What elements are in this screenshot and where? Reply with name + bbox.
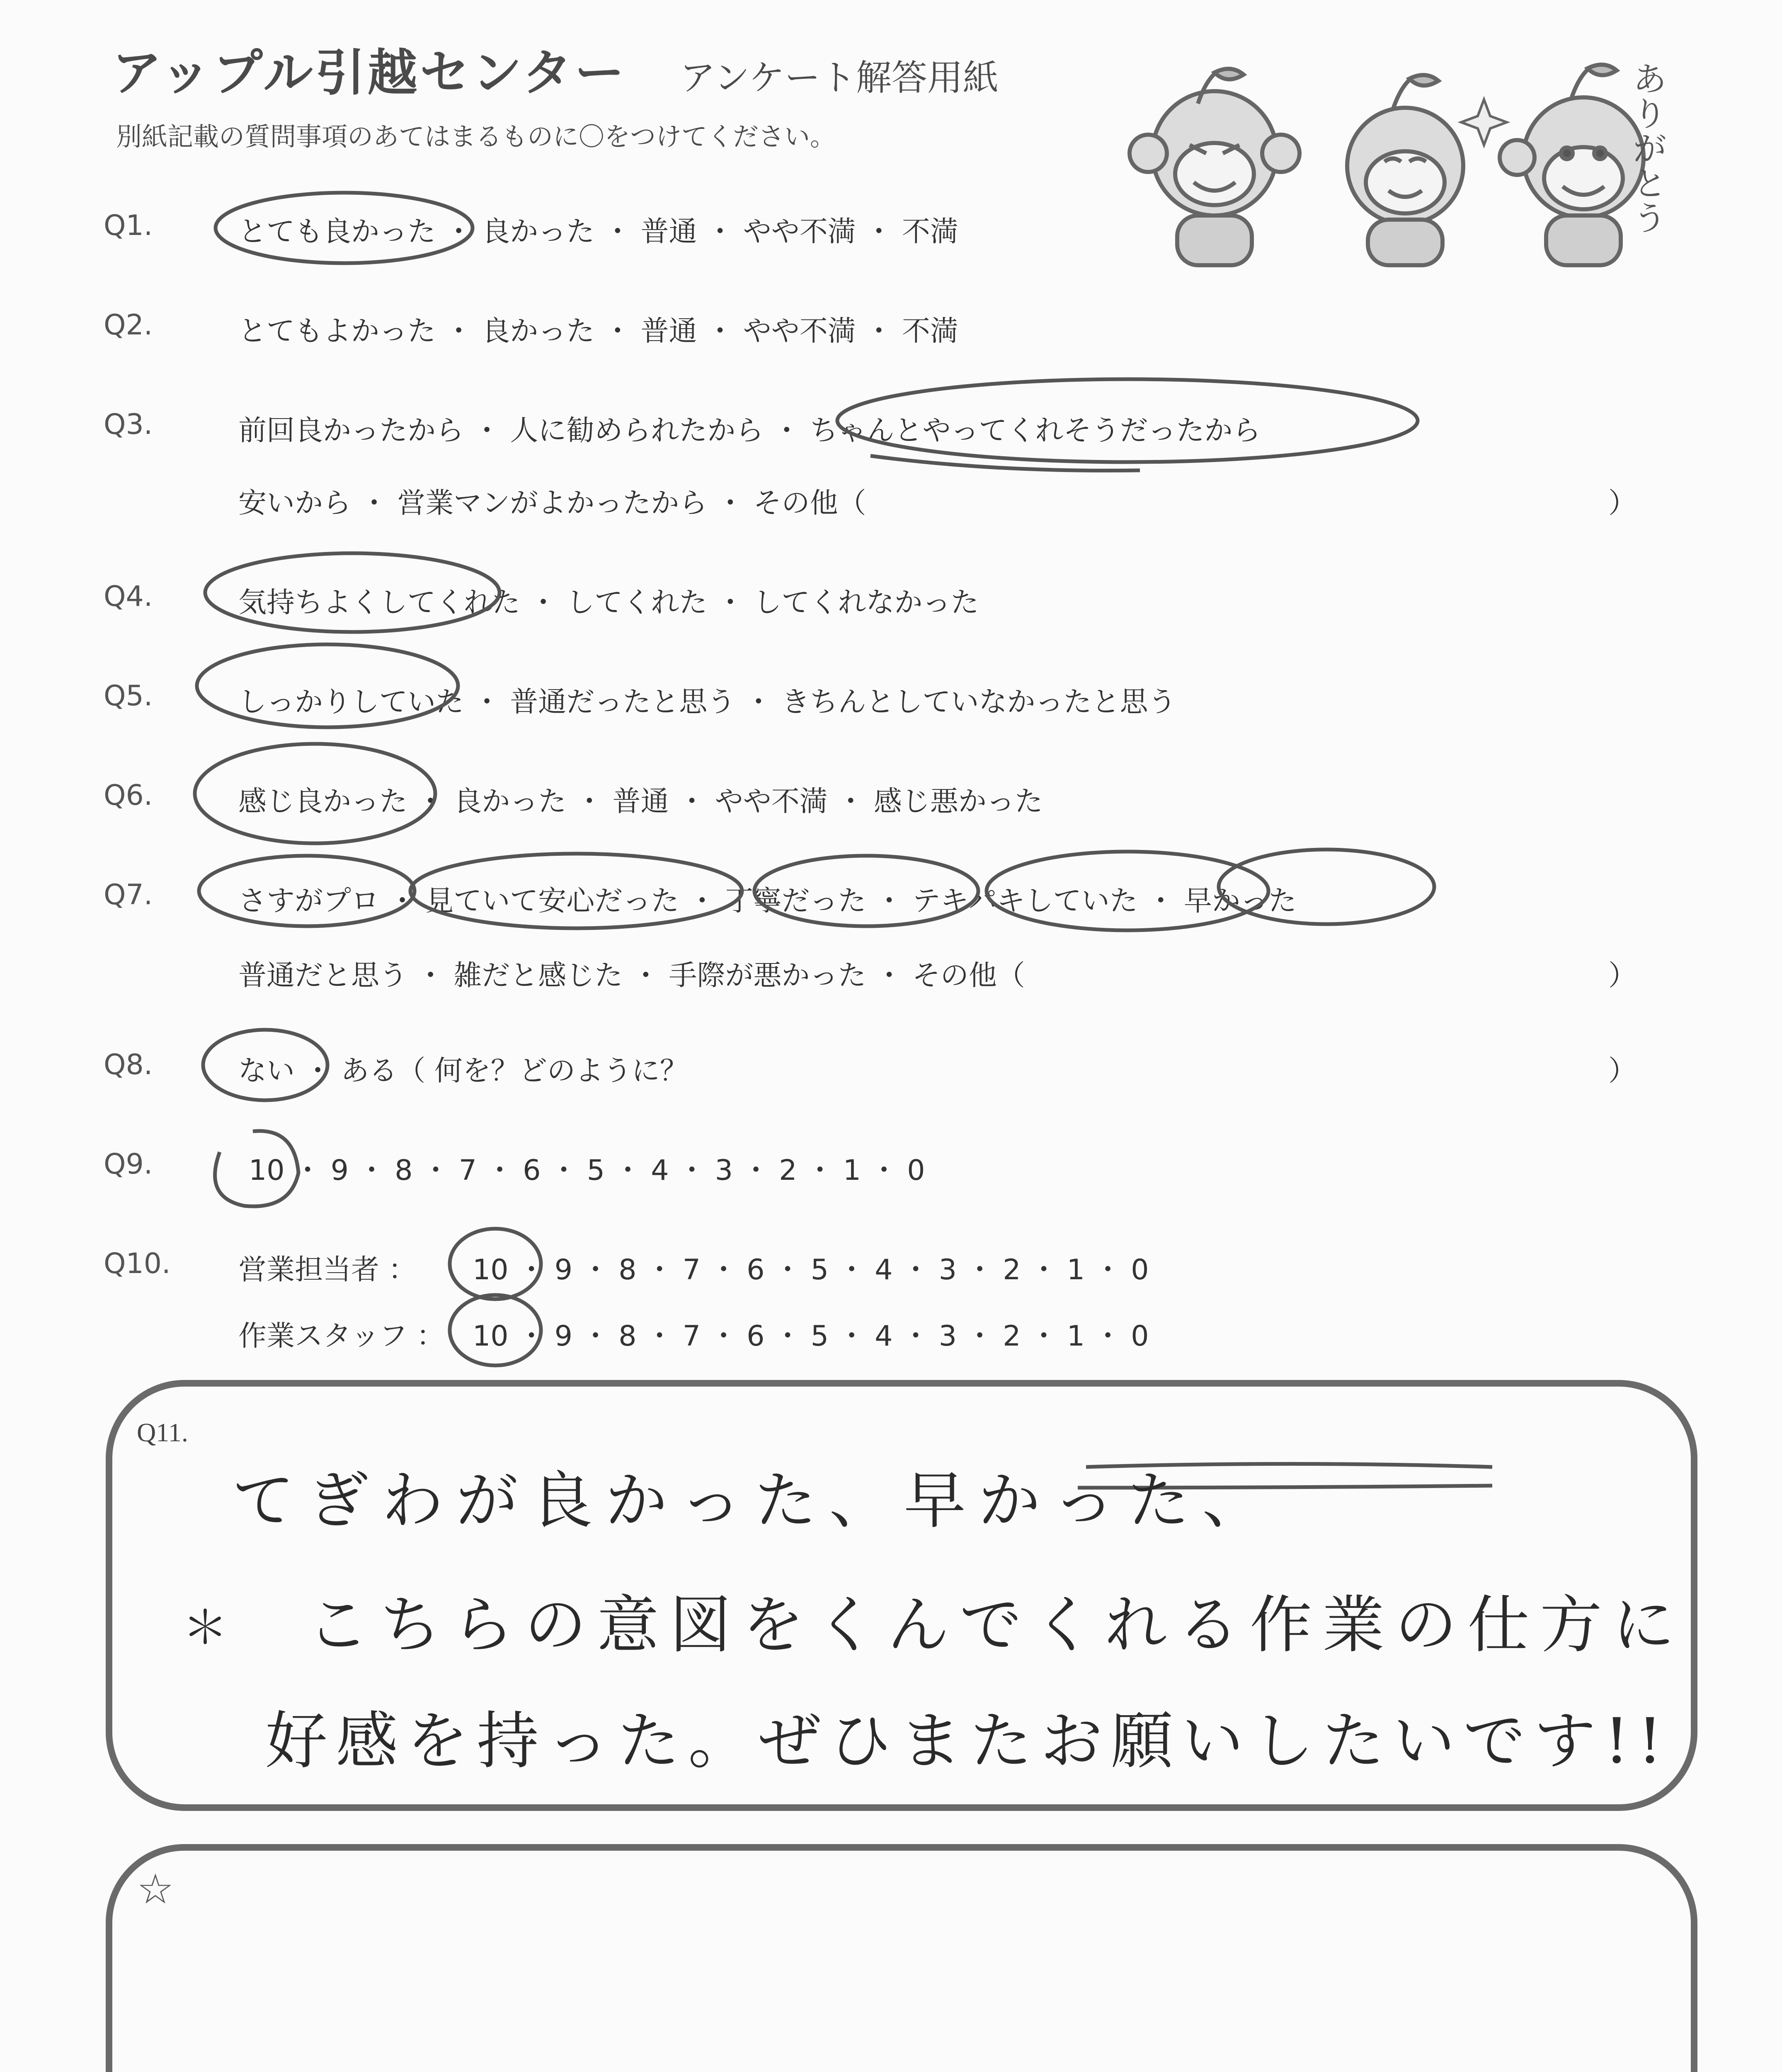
q5-label: Q5. bbox=[104, 680, 153, 712]
circle-q7-hayakatta bbox=[1219, 850, 1434, 924]
circle-q7-tekipaki bbox=[987, 852, 1268, 930]
q9-scale: 10 ・ 9 ・ 8 ・ 7 ・ 6 ・ 5 ・ 4 ・ 3 ・ 2 ・ 1 ・ 0 bbox=[249, 1154, 925, 1187]
q3-close-paren: ） bbox=[1608, 487, 1637, 520]
q10-sales-label: 営業担当者 ： bbox=[238, 1254, 417, 1286]
q11-label: Q11. bbox=[137, 1418, 188, 1447]
q4-label: Q4. bbox=[104, 580, 153, 613]
circle-q10-sales bbox=[450, 1229, 541, 1299]
q7-close-paren: ） bbox=[1608, 959, 1637, 992]
circle-q5 bbox=[197, 644, 458, 727]
q11-margin-mark: ＊ bbox=[182, 1601, 228, 1654]
form-subtitle: アンケート解答用紙 bbox=[680, 57, 999, 99]
q2-options: とてもよかった ・ 良かった ・ 普通 ・ やや不満 ・ 不満 bbox=[238, 315, 958, 348]
q8-close-paren: ） bbox=[1608, 1055, 1637, 1087]
circle-q8 bbox=[203, 1030, 327, 1100]
instruction-text: 別紙記載の質問事項のあてはまるものに〇をつけてください。 bbox=[116, 121, 836, 152]
q11-handwriting-line2: こちらの意図をくんでくれる作業の仕方に bbox=[307, 1589, 1685, 1661]
q11-handwriting-line3: 好感を持った。ぜひまたお願いしたいです!! bbox=[265, 1705, 1671, 1777]
q7-options-line1: さすがプロ ・ 見ていて安心だった ・ 丁寧だった ・ テキパキしていた ・ 早かった bbox=[238, 885, 1297, 917]
circle-q10-staff bbox=[450, 1295, 541, 1365]
q8-options: ない ・ ある（ 何を？どのように？ bbox=[238, 1055, 688, 1087]
q10-staff-scale: 10 ・ 9 ・ 8 ・ 7 ・ 6 ・ 5 ・ 4 ・ 3 ・ 2 ・ 1 ・ 0 bbox=[473, 1320, 1149, 1353]
q7-options-line2: 普通だと思う ・ 雑だと感じた ・ 手際が悪かった ・ その他（ bbox=[238, 959, 1025, 992]
circle-q1 bbox=[216, 193, 473, 263]
circle-q7-teinei bbox=[754, 856, 978, 926]
q6-label: Q6. bbox=[104, 779, 153, 812]
circle-q7-sasuga bbox=[199, 856, 415, 926]
circle-q4 bbox=[205, 553, 499, 632]
q7-label: Q7. bbox=[104, 879, 153, 911]
brand-title: アップル引越センター bbox=[112, 44, 627, 102]
circle-q7-anshin bbox=[410, 854, 742, 928]
circle-q3 bbox=[837, 379, 1418, 462]
q10-sales-scale: 10 ・ 9 ・ 8 ・ 7 ・ 6 ・ 5 ・ 4 ・ 3 ・ 2 ・ 1 ・ 0 bbox=[473, 1254, 1149, 1286]
circle-q9 bbox=[215, 1131, 298, 1206]
q10-staff-label: 作業スタッフ ： bbox=[238, 1320, 445, 1353]
q1-options: とても良かった ・ 良かった ・ 普通 ・ やや不満 ・ 不満 bbox=[238, 215, 958, 248]
q3-options-line1: 前回良かったから ・ 人に勧められたから ・ ちゃんとやってくれそうだったから bbox=[238, 414, 1261, 447]
star-icon: ☆ bbox=[137, 1865, 174, 1913]
q5-options: しっかりしていた ・ 普通だったと思う ・ きちんとしていなかったと思う bbox=[238, 686, 1176, 719]
q11-handwriting-line1: てぎわが良かった、早かった、 bbox=[232, 1465, 1277, 1537]
q3-options-line2: 安いから ・ 営業マンがよかったから ・ その他（ bbox=[238, 487, 866, 520]
circle-q6 bbox=[195, 744, 435, 843]
mascot-caption: ありがとう bbox=[1633, 60, 1666, 238]
q1-label: Q1. bbox=[104, 209, 153, 242]
q2-label: Q2. bbox=[104, 309, 153, 341]
q8-label: Q8. bbox=[104, 1048, 153, 1081]
q9-label: Q9. bbox=[104, 1148, 153, 1181]
q4-options: 気持ちよくしてくれた ・ してくれた ・ してくれなかった bbox=[238, 586, 979, 619]
q10-label: Q10. bbox=[104, 1247, 171, 1280]
q6-options: 感じ良かった ・ 良かった ・ 普通 ・ やや不満 ・ 感じ悪かった bbox=[238, 785, 1043, 818]
star-comment-box bbox=[106, 1844, 1697, 2072]
q3-label: Q3. bbox=[104, 408, 153, 441]
